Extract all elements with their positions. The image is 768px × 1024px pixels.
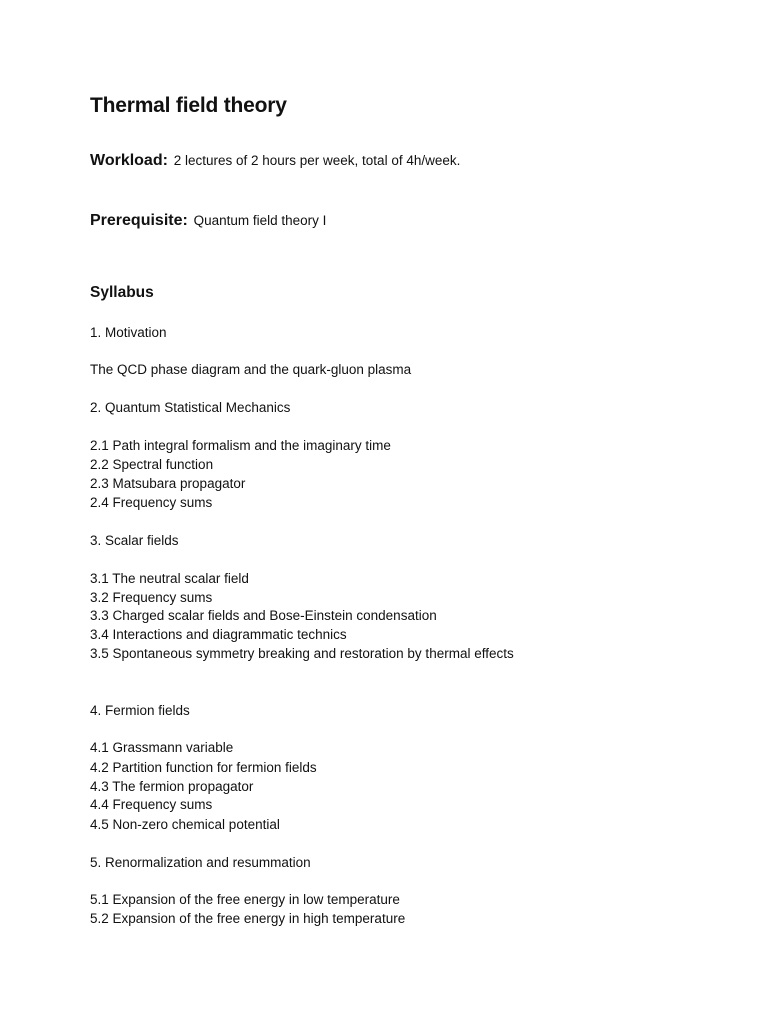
syllabus-line: 3.5 Spontaneous symmetry breaking and restoration by thermal effects <box>90 646 514 661</box>
syllabus-line: 2.3 Matsubara propagator <box>90 476 246 491</box>
syllabus-line: 4.2 Partition function for fermion fields <box>90 760 317 775</box>
syllabus-line: 2.2 Spectral function <box>90 457 214 472</box>
syllabus-line: 4.4 Frequency sums <box>90 797 213 812</box>
syllabus-line: 5.2 Expansion of the free energy in high temperature <box>90 911 406 926</box>
syllabus-line: 3.4 Interactions and diagrammatic technics <box>90 627 347 642</box>
page-title: Thermal field theory <box>90 94 287 117</box>
syllabus-line: 2.1 Path integral formalism and the imaginary time <box>90 438 391 453</box>
syllabus-line: 4.3 The fermion propagator <box>90 779 254 794</box>
syllabus-section-4: 4. Fermion fields <box>90 703 190 718</box>
syllabus-line: 4.5 Non-zero chemical potential <box>90 817 280 832</box>
prerequisite-label: Prerequisite: <box>90 212 188 229</box>
syllabus-heading: Syllabus <box>90 284 154 301</box>
workload-label: Workload: <box>90 152 168 169</box>
syllabus-section-1: 1. Motivation <box>90 325 167 340</box>
syllabus-line: 4.1 Grassmann variable <box>90 740 234 755</box>
syllabus-line: 3.2 Frequency sums <box>90 590 213 605</box>
syllabus-section-2: 2. Quantum Statistical Mechanics <box>90 400 291 415</box>
syllabus-section-5: 5. Renormalization and resummation <box>90 855 311 870</box>
syllabus-section-3: 3. Scalar fields <box>90 533 179 548</box>
workload-value: 2 lectures of 2 hours per week, total of 4h/week. <box>173 153 461 168</box>
syllabus-line: 2.4 Frequency sums <box>90 495 213 510</box>
syllabus-line: 5.1 Expansion of the free energy in low temperature <box>90 892 400 907</box>
syllabus-line: 3.1 The neutral scalar field <box>90 571 249 586</box>
workload-field <box>90 152 460 170</box>
prerequisite-value: Quantum field theory I <box>193 213 327 228</box>
syllabus-line: The QCD phase diagram and the quark-gluon plasma <box>90 362 412 377</box>
prerequisite-field <box>90 212 326 230</box>
syllabus-line: 3.3 Charged scalar fields and Bose-Einstein condensation <box>90 608 437 623</box>
